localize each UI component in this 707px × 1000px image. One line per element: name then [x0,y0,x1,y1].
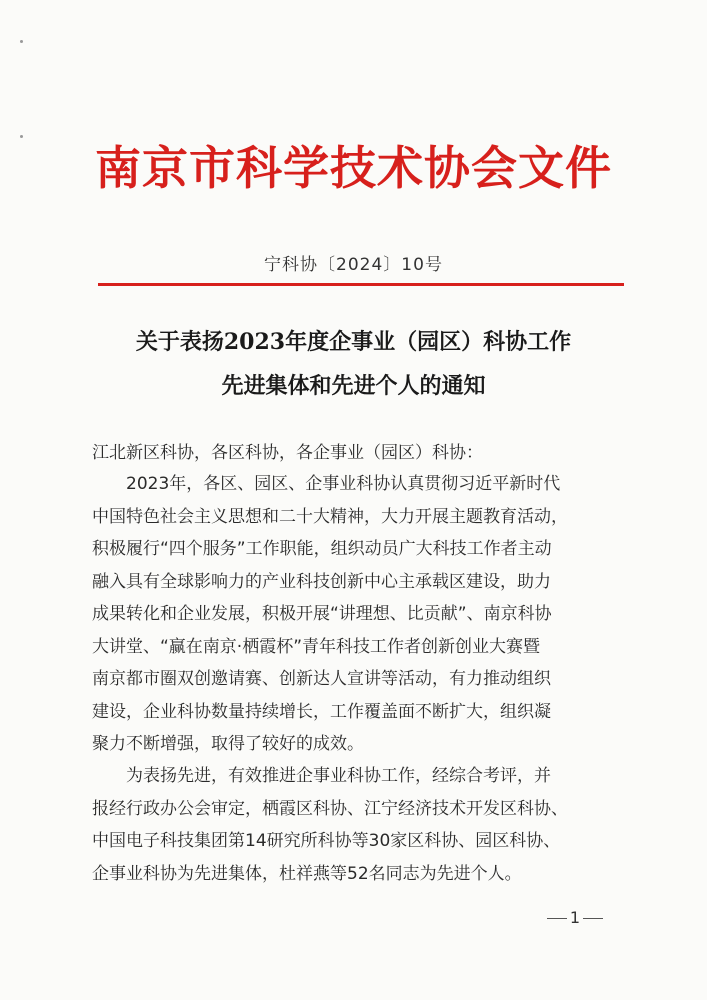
paragraph-line: 中国特色社会主义思想和二十大精神，大力开展主题教育活动， [92,506,568,527]
paragraph-line: 融入具有全球影响力的产业科技创新中心主承载区建设，助力 [92,571,551,592]
dash-right [583,918,603,919]
red-separator-line [98,283,624,286]
dash-left [547,918,567,919]
paragraph-2 [92,760,632,890]
paragraph-1 [92,468,632,761]
document-title [0,320,707,408]
paragraph-line: 积极履行“四个服务”工作职能，组织动员广大科技工作者主动 [92,539,552,559]
document-number: 宁科协〔2024〕10号 [264,255,443,275]
page-number-value: 1 [569,908,581,927]
paragraph-line: 成果转化和企业发展，积极开展“讲理想、比贡献”、南京科协 [92,604,552,624]
paragraph-line: 2023年，各区、园区、企事业科协认真贯彻习近平新时代 [126,474,561,494]
paragraph-line: 建设，企业科协数量持续增长，工作覆盖面不断扩大，组织凝 [92,701,551,722]
scan-mark [20,40,23,43]
paragraph-line: 企事业科协为先进集体，杜祥燕等52名同志为先进个人。 [92,863,522,884]
paragraph-line: 大讲堂、“赢在南京·栖霞杯”青年科技工作者创新创业大赛暨 [92,636,541,657]
document-title-line-1: 关于表扬2023年度企事业（园区）科协工作 [135,329,572,355]
paragraph-line: 南京都市圈双创邀请赛、创新达人宣讲等活动，有力推动组织 [92,669,551,689]
paragraph-line: 聚力不断增强，取得了较好的成效。 [92,734,364,754]
issuing-org-header: 南京市科学技术协会文件 [95,141,612,195]
salutation: 江北新区科协，各区科协，各企事业（园区）科协： [92,443,483,463]
page-number [540,908,610,927]
document-title-line-2: 先进集体和先进个人的通知 [221,373,486,399]
paragraph-line: 报经行政办公会审定，栖霞区科协、江宁经济技术开发区科协、 [92,798,568,819]
paragraph-line: 中国电子科技集团第14研究所科协等30家区科协、园区科协、 [92,831,561,851]
paragraph-line: 为表扬先进，有效推进企事业科协工作，经综合考评，并 [126,766,551,786]
